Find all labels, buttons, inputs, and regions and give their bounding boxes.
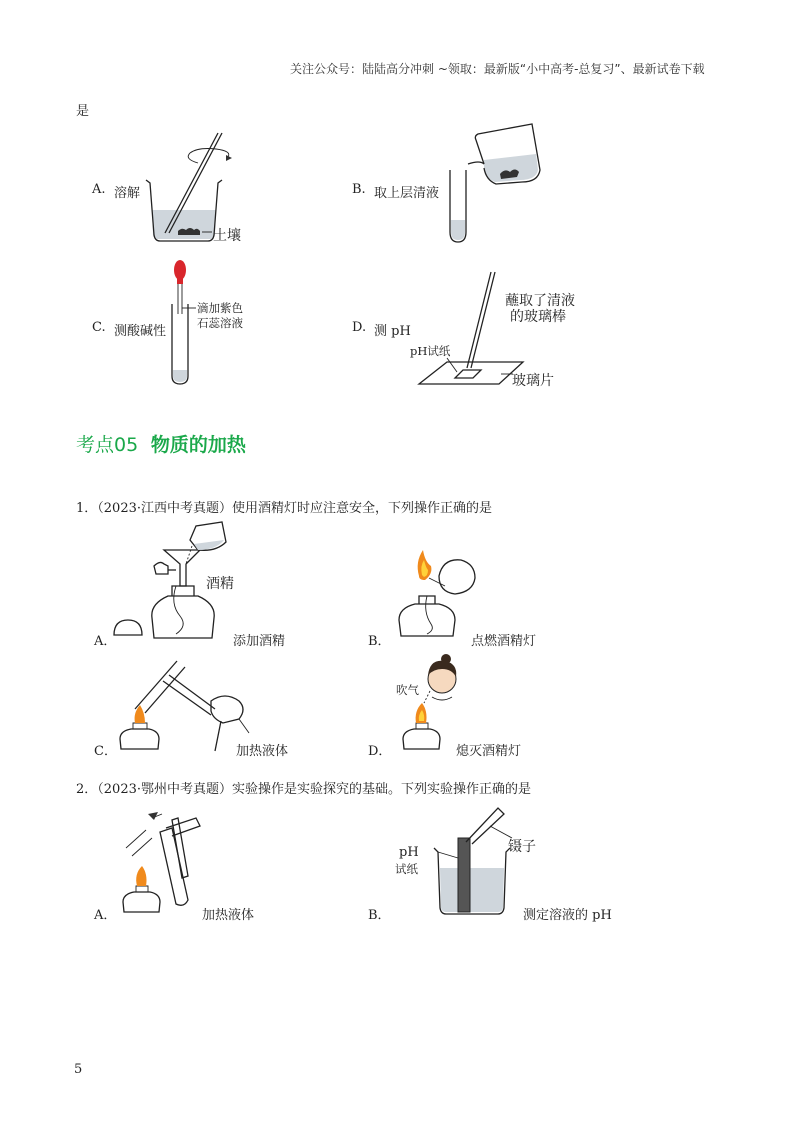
page-number: 5 <box>74 1062 83 1077</box>
option-a-letter: A. <box>92 182 106 197</box>
q2-option-b-letter: B． <box>368 908 391 923</box>
question-1-number: 1． <box>76 501 98 516</box>
rod-label-line2: 的玻璃棒 <box>510 309 566 325</box>
heating-liquid-hand-figure <box>115 655 250 755</box>
ph-test-figure <box>415 268 525 388</box>
option-d-letter: D. <box>352 320 367 335</box>
ph-paper-label: pH试纸 <box>410 344 451 358</box>
option-c-text: 测酸碱性 <box>114 324 167 339</box>
section-number: 考点05 <box>76 434 139 456</box>
q1-option-d-caption: 熄灭酒精灯 <box>456 744 522 759</box>
q1-option-b-caption: 点燃酒精灯 <box>471 634 537 649</box>
litmus-label-line1: 滴加紫色 <box>197 301 243 315</box>
section-title <box>76 430 246 457</box>
q1-option-c-caption: 加热液体 <box>236 744 289 759</box>
alcohol-label: 酒精 <box>206 576 234 592</box>
soil-label: 土壤 <box>213 228 241 244</box>
option-a-text: 溶解 <box>114 186 141 201</box>
option-b-text: 取上层清液 <box>374 186 440 201</box>
litmus-label-line2: 石蕊溶液 <box>197 316 243 330</box>
q1-option-d-letter: D． <box>368 744 392 759</box>
question-2-stem <box>76 778 531 797</box>
q2-option-a-caption: 加热液体 <box>202 908 255 923</box>
q1-option-c-letter: C． <box>94 744 117 759</box>
decanting-figure <box>440 120 550 250</box>
option-c-letter: C. <box>92 320 106 335</box>
question-1-stem <box>76 497 492 516</box>
option-d-text: 测 pH <box>374 324 411 339</box>
page-header: 关注公众号：陆陆高分冲刺 ~领取：最新版“小中高考-总复习”、最新试卷下载 <box>290 62 705 76</box>
tweezers-label: 镊子 <box>508 839 536 855</box>
q2-option-a-letter: A． <box>94 908 117 923</box>
heating-tube-figure <box>112 808 222 918</box>
question-2-number: 2． <box>76 782 98 797</box>
q1-option-a-caption: 添加酒精 <box>233 634 286 649</box>
glass-plate-label: 玻璃片 <box>512 373 554 389</box>
question-1-text: 使用酒精灯时应注意安全，下列操作正确的是 <box>232 501 493 516</box>
ph-label: pH <box>399 845 419 860</box>
previous-question-tail: 是 <box>76 104 90 119</box>
question-2-source: （2023·鄂州中考真题） <box>97 782 232 797</box>
test-paper-label: 试纸 <box>395 862 418 876</box>
blow-label: 吹气 <box>396 683 419 697</box>
question-1-source: （2023·江西中考真题） <box>97 501 232 516</box>
q1-option-a-letter: A． <box>94 634 117 649</box>
rod-label-line1: 蘸取了清液 <box>505 293 575 309</box>
ph-beaker-figure <box>432 808 522 918</box>
q1-option-b-letter: B． <box>368 634 391 649</box>
q2-option-b-caption: 测定溶液的 pH <box>523 908 612 923</box>
option-b-letter: B. <box>352 182 366 197</box>
question-2-text: 实验操作是实验探究的基础。下列实验操作正确的是 <box>232 782 532 797</box>
section-name: 物质的加热 <box>150 434 246 456</box>
